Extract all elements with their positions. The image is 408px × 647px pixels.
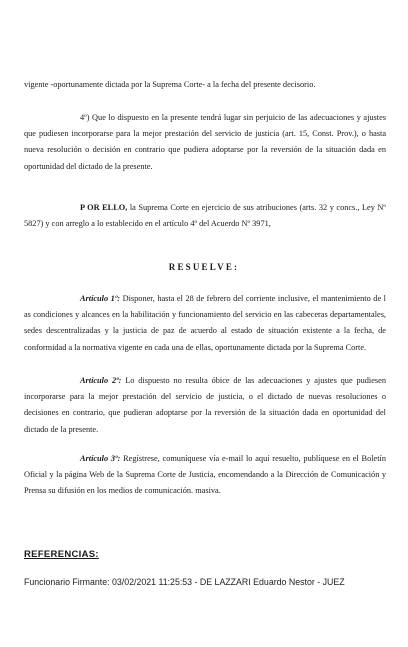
- article-1-text: Disponer, hasta el 28 de febrero del corriente inclusive, el mantenimiento de l as condiciones y alcances en la habilitación y funcionamiento del servicio en las cabeceras departamentales, sedes descentralizadas y la justicia de paz de acuerdo al estado de situación existente a la fecha, de conformidad a la normativa vigente en cada una de ellas, oportunamente dictada por la Suprema Corte.: [24, 294, 386, 352]
- article-3-label: Artículo 3º:: [80, 454, 121, 463]
- paragraph-4: 4º) Que lo dispuesto en la presente tendrá lugar sin perjuicio de las adecuaciones y ajustes que pudiesen incorporarse para la mejor prestación del servicio de justicia (art. 15, Const. Prov.), o hasta nueva resolución o decisión en contrario que pudiera adoptarse por la reversión de la situación dada en oportunidad del dictado de la presente.: [24, 113, 386, 171]
- article-3-text: Regístrese, comuníquese vía e-mail lo aquí resuelto, publíquese en el Boletín Oficial y la página Web de la Suprema Corte de Justicia, encomendando a la Dirección de Comunicación y Prensa su difusión en los medios de comunicación. masiva.: [24, 454, 386, 496]
- article-2-label: Artículo 2º:: [80, 376, 122, 385]
- article-2-text: Lo dispuesto no resulta óbice de las adecuaciones y ajustes que pudiesen incorporarse para la mejor prestación del servicio de justicia, o el dictado de nuevas resoluciones o decisiones en contrario, que pudieran adoptarse por la reversión de la situación dada en oportunidad del dictado de la presente.: [24, 376, 386, 434]
- por-ello-text: la Suprema Corte en ejercicio de sus atribuciones (arts. 32 y concs., Ley Nº 5827) y con arreglo a lo establecido en el artículo 4º del Acuerdo Nº 3971,: [24, 203, 386, 229]
- article-3: [24, 451, 386, 500]
- article-2: [24, 373, 386, 438]
- article-1: [24, 291, 386, 356]
- funcionario-firmante: Funcionario Firmante: 03/02/2021 11:25:53 - DE LAZZARI Eduardo Nestor - JUEZ: [24, 577, 345, 587]
- resuelve-heading: RESUELVE:: [168, 262, 240, 272]
- paragraph-continuation: vigente -oportunamente dictada por la Suprema Corte- a la fecha del presente decisorio.: [24, 80, 316, 89]
- por-ello-label: P OR ELLO,: [80, 203, 128, 212]
- referencias-title: REFERENCIAS:: [24, 549, 99, 560]
- article-1-label: Artículo 1º:: [80, 294, 121, 303]
- paragraph-por-ello: [24, 200, 386, 232]
